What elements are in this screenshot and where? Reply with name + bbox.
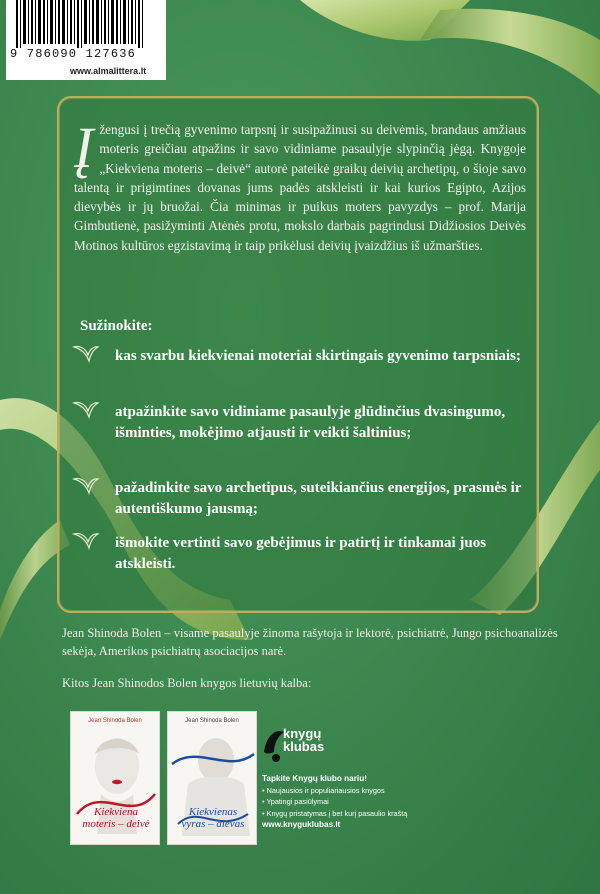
knygu-klubas-logo-text xyxy=(283,727,324,753)
learn-item xyxy=(80,533,528,575)
logo-line2: klubas xyxy=(283,739,325,754)
learn-item-text: kas svarbu kiekvienai moteriai skirtingais gyvenimo tarpsniais; xyxy=(115,348,521,364)
learn-item-text: išmokite vertinti savo gebėjimus ir patirtį ir tinkamai juos atskleisti. xyxy=(115,535,487,572)
club-perk: • Naujausios ir populiariausios knygos xyxy=(262,785,385,795)
book-cover-man xyxy=(167,711,257,845)
flourish-bullet-icon xyxy=(72,343,100,365)
book-cover-woman xyxy=(70,711,160,845)
intro-text: žengusi į trečią gyvenimo tarpsnį ir susipažinusi su deivėmis, brandaus amžiaus moteris greičiau atpažins ir savo vidiniame pasaulyje slypinčią jėgą. Knygoje „Kiekviena moteris – deivė“ autorė pateikė graikų deivių archetipų, o šioje savo talentą ir prigimtines dovanas jums padės atskleisti ir kai kurios Egipto, Azijos dievybės ir jų bruožai. Čia minimas ir puikus moters pavyzdys – prof. Marija Gimbutienė, pasižyminti Atėnės protu, mokslo darbais pagrindusi Didžiosios Deivės Motinos kultūros egzistavimą ir taip prikėlusi deivių įvaizdžius iš užmaršties. xyxy=(74,122,526,253)
flourish-bullet-icon xyxy=(72,530,100,552)
isbn-number: 9 786090 127636 xyxy=(10,47,137,61)
flourish-bullet-icon xyxy=(72,399,100,421)
club-headline: Tapkite Knygų klubo nariu! xyxy=(262,774,367,783)
learn-item xyxy=(80,478,528,520)
author-bio: Jean Shinoda Bolen – visame pasaulyje žinoma rašytoja ir lektorė, psichiatrė, Jungo psichoanalizės sekėja, Amerikos psichiatrų asociacijos narė. xyxy=(62,626,558,658)
publisher-url: www.almalittera.lt xyxy=(70,66,147,76)
learn-item xyxy=(80,402,528,444)
flourish-bullet-icon xyxy=(72,475,100,497)
drop-cap: Į xyxy=(74,115,94,180)
learn-heading: Sužinokite: xyxy=(80,318,153,334)
club-url: www.knyguklubas.lt xyxy=(262,820,341,829)
book-title: Kiekviena moteris – deivė xyxy=(82,806,150,830)
club-perk: • Ypatingi pasiūlymai xyxy=(262,797,329,806)
other-books-label: Kitos Jean Shinodos Bolen knygos lietuvių kalba: xyxy=(62,676,312,690)
learn-item xyxy=(80,346,528,367)
book-title: Kiekvienas vyras – dievas xyxy=(181,806,245,830)
logo-line1: knygų xyxy=(283,726,322,741)
book-author: Jean Shinoda Bolen xyxy=(88,718,142,724)
club-perk: • Knygų pristatymas į bet kurį pasaulio kraštą xyxy=(262,808,408,818)
book-author: Jean Shinoda Bolen xyxy=(185,718,239,724)
learn-item-text: atpažinkite savo vidiniame pasaulyje glūdinčius dvasingumo, išminties, mokėjimo atjausti ir veikti šaltinius; xyxy=(115,404,506,441)
barcode-bars xyxy=(6,0,166,48)
learn-item-text: pažadinkite savo archetipus, suteikiančius energijos, prasmės ir autentiškumo jausmą; xyxy=(115,480,522,517)
intro-paragraph xyxy=(74,115,526,255)
club-promo xyxy=(262,773,407,831)
